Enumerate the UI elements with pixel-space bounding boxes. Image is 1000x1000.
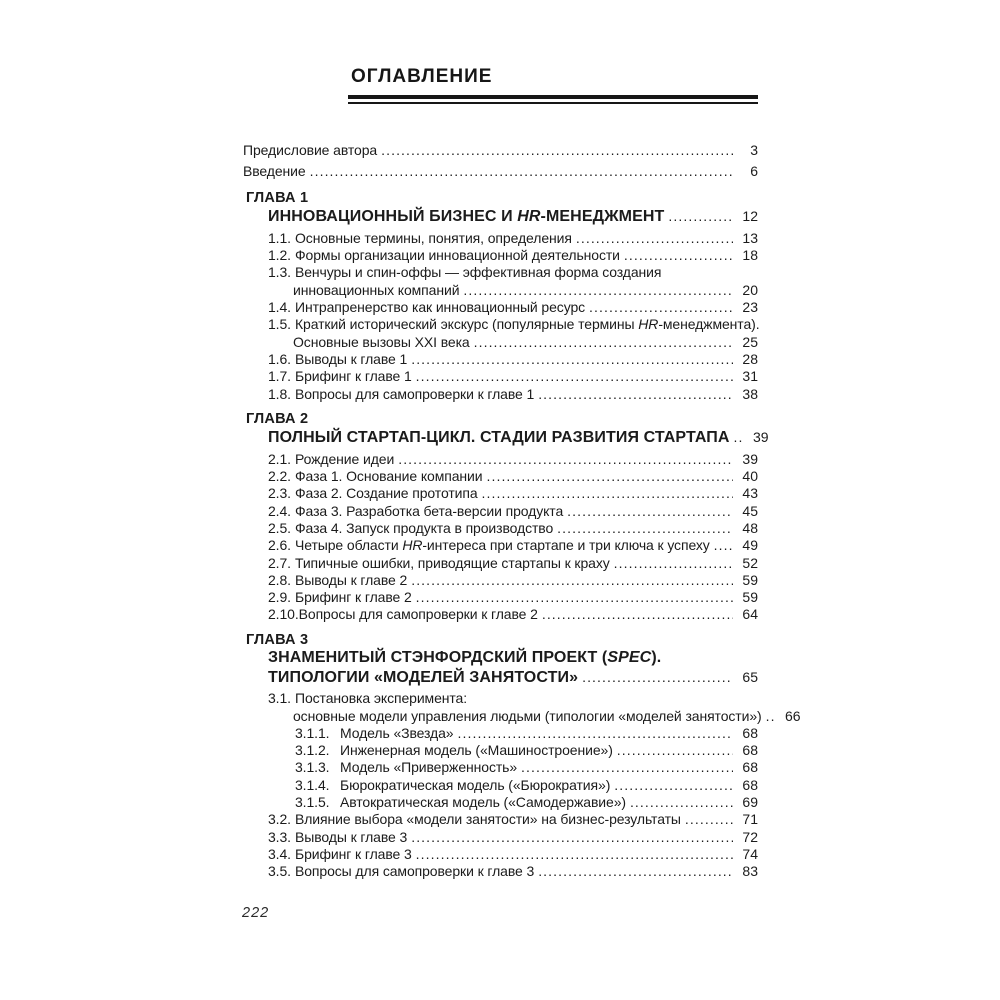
entry-label: Бюрократическая модель («Бюрократия»)	[340, 776, 611, 793]
entry-page: 40	[742, 468, 758, 485]
entry-label: Брифинг к главе 3	[295, 845, 412, 862]
dot-leader	[766, 708, 776, 725]
toc-entry	[243, 264, 758, 281]
dot-leader	[714, 537, 733, 554]
entry-number: 1.4.	[268, 299, 291, 316]
dot-leader	[624, 247, 733, 264]
entry-number: 1.7.	[268, 368, 291, 385]
toc-entry	[243, 230, 758, 247]
dot-leader	[411, 829, 733, 846]
dot-leader	[685, 811, 733, 828]
entry-page: 39	[742, 450, 758, 467]
toc-entry	[243, 351, 758, 368]
dot-leader	[589, 299, 733, 316]
toc-entry	[243, 386, 758, 403]
toc-entry	[243, 589, 758, 606]
toc-entry	[243, 316, 758, 333]
dot-leader	[521, 759, 733, 776]
entry-label: Фаза 3. Разработка бета-версии продукта	[295, 502, 564, 519]
entry-label: Брифинг к главе 2	[295, 589, 412, 606]
dot-leader	[538, 386, 733, 403]
toc-entry	[243, 485, 758, 502]
entry-number: 3.1.2.	[295, 742, 330, 759]
toc-entry	[243, 368, 758, 385]
entry-label: Четыре области HR-интереса при стартапе и три ключа к успеху	[295, 537, 710, 554]
entry-label: Фаза 1. Основание компании	[295, 468, 483, 485]
entry-label: Выводы к главе 3	[295, 828, 408, 845]
entry-label: ТИПОЛОГИИ «МОДЕЛЕЙ ЗАНЯТОСТИ»	[268, 668, 579, 686]
entry-label: основные модели управления людьми (типологии «моделей занятости»)	[293, 707, 762, 724]
entry-number: 2.10.	[268, 606, 299, 623]
entry-page: 39	[752, 429, 769, 446]
entry-page: 65	[742, 668, 758, 685]
entry-number: 3.4.	[268, 845, 291, 862]
entry-page: 18	[742, 247, 758, 264]
entry-page: 64	[742, 606, 758, 623]
toc-entry	[243, 334, 758, 351]
entry-number: 2.7.	[268, 554, 291, 571]
dot-leader	[557, 520, 733, 537]
entry-number: 2.6.	[268, 537, 291, 554]
toc-entry	[243, 572, 758, 589]
toc-entry	[243, 282, 758, 299]
entry-number: 3.1.4.	[295, 776, 330, 793]
dot-leader	[567, 503, 733, 520]
entry-page: 52	[742, 554, 758, 571]
title-double-rule	[348, 95, 758, 104]
entry-number: 3.1.5.	[295, 793, 330, 810]
entry-page: 20	[742, 281, 758, 298]
dot-leader	[411, 351, 733, 368]
entry-number: 3.1.1.	[295, 724, 330, 741]
entry-label: Введение	[243, 163, 306, 179]
dot-leader	[482, 485, 733, 502]
entry-page: 68	[742, 759, 758, 776]
dot-leader	[310, 161, 733, 182]
toc-entry	[243, 247, 758, 264]
toc-entry	[243, 777, 758, 794]
dot-leader	[381, 140, 733, 161]
entry-number: 2.4.	[268, 502, 291, 519]
dot-leader	[630, 794, 733, 811]
toc-entry	[243, 863, 758, 880]
entry-page: 38	[742, 385, 758, 402]
entry-label: ЗНАМЕНИТЫЙ СТЭНФОРДСКИЙ ПРОЕКТ (SPEC).	[268, 649, 662, 667]
entry-page: 83	[742, 863, 758, 880]
entry-label: Влияние выбора «модели занятости» на бизнес-результаты	[295, 811, 681, 828]
dot-leader	[458, 725, 734, 742]
dot-leader	[538, 863, 733, 880]
entry-number: 1.1.	[268, 229, 291, 246]
toc-entry	[243, 846, 758, 863]
toc-entry	[243, 503, 758, 520]
toc-entry	[243, 520, 758, 537]
entry-number: 3.2.	[268, 811, 291, 828]
entry-page: 3	[750, 142, 758, 158]
dot-leader	[411, 572, 733, 589]
entry-label: Предисловие автора	[243, 142, 378, 158]
entry-label: Инженерная модель («Машиностроение»)	[340, 742, 613, 759]
entry-page: 59	[742, 589, 758, 606]
toc-entry	[243, 811, 758, 828]
entry-label: Формы организации инновационной деятельности	[295, 247, 620, 264]
entry-number: 3.5.	[268, 863, 291, 880]
dot-leader	[617, 742, 733, 759]
entry-label: Венчуры и спин-оффы — эффективная форма создания	[295, 264, 662, 281]
toc-entry	[243, 537, 758, 554]
toc-chapter	[243, 190, 758, 403]
entry-page: 59	[742, 571, 758, 588]
entry-label: Модель «Звезда»	[340, 724, 454, 741]
dot-leader	[576, 230, 733, 247]
toc-entry	[243, 829, 758, 846]
entry-label: ГЛАВА 1	[246, 190, 309, 206]
toc-entry	[243, 161, 758, 182]
page-title: ОГЛАВЛЕНИЕ	[351, 66, 493, 87]
chapter-heading	[243, 632, 758, 649]
entry-page: 48	[742, 519, 758, 536]
entry-label: Постановка эксперимента:	[295, 690, 468, 707]
entry-page: 71	[742, 811, 758, 828]
dot-leader	[486, 468, 733, 485]
entry-label: ГЛАВА 2	[246, 410, 309, 427]
entry-label: Фаза 4. Запуск продукта в производство	[295, 519, 554, 536]
dot-leader	[398, 451, 733, 468]
entry-label: Фаза 2. Создание прототипа	[295, 485, 478, 502]
entry-label: ПОЛНЫЙ СТАРТАП-ЦИКЛ. СТАДИИ РАЗВИТИЯ СТАРТАПА	[268, 429, 730, 447]
entry-page: 23	[742, 299, 758, 316]
dot-leader	[416, 589, 733, 606]
toc-list	[243, 140, 801, 880]
entry-page: 69	[742, 793, 758, 810]
dot-leader	[463, 282, 733, 299]
entry-number: 3.1.3.	[295, 759, 330, 776]
entry-page: 12	[742, 208, 758, 225]
dot-leader	[734, 428, 744, 447]
dot-leader	[416, 846, 733, 863]
entry-page: 25	[742, 333, 758, 350]
entry-label: Типичные ошибки, приводящие стартапы к краху	[295, 554, 610, 571]
entry-label: Вопросы для самопроверки к главе 2	[298, 606, 538, 623]
entry-label: Брифинг к главе 1	[295, 368, 412, 385]
entry-label: инновационных компаний	[293, 281, 460, 298]
toc-entry	[243, 794, 758, 811]
toc-chapter	[243, 410, 769, 624]
entry-page: 68	[742, 742, 758, 759]
toc-entry	[243, 555, 758, 572]
dot-leader	[614, 777, 733, 794]
toc-entry	[243, 759, 758, 776]
entry-label: Рождение идеи	[295, 450, 395, 467]
entry-page: 31	[742, 368, 758, 385]
entry-label: Модель «Приверженность»	[340, 759, 518, 776]
toc-entry	[243, 742, 758, 759]
chapter-title	[243, 668, 758, 688]
entry-number: 3.3.	[268, 828, 291, 845]
dot-leader	[668, 207, 733, 226]
entry-number: 1.6.	[268, 350, 291, 367]
entry-label: Вопросы для самопроверки к главе 3	[295, 863, 535, 880]
chapter-heading	[243, 190, 758, 207]
entry-page: 6	[750, 163, 758, 179]
dot-leader	[542, 606, 733, 623]
dot-leader	[474, 334, 733, 351]
chapter-title	[243, 207, 758, 227]
entry-number: 1.8.	[268, 385, 291, 402]
entry-page: 49	[742, 537, 758, 554]
toc-entry	[243, 299, 758, 316]
chapter-title	[243, 649, 758, 668]
entry-page: 43	[742, 485, 758, 502]
entry-number: 1.2.	[268, 247, 291, 264]
entry-page: 74	[742, 845, 758, 862]
folio-page-number: 222	[242, 905, 270, 921]
entry-number: 2.8.	[268, 571, 291, 588]
entry-page: 66	[785, 707, 801, 724]
toc-entry	[243, 468, 758, 485]
entry-number: 3.1.	[268, 690, 291, 707]
entry-label: Краткий исторический экскурс (популярные термины HR-менеджмента).	[295, 316, 760, 333]
dot-leader	[614, 555, 733, 572]
chapter-title	[243, 428, 769, 448]
entry-number: 2.3.	[268, 485, 291, 502]
dot-leader	[416, 368, 733, 385]
entry-number: 2.1.	[268, 450, 291, 467]
entry-label: Основные вызовы XXI века	[293, 333, 470, 350]
toc-entry	[243, 140, 758, 161]
entry-label: Выводы к главе 1	[295, 350, 408, 367]
entry-page: 13	[742, 229, 758, 246]
entry-page: 28	[742, 350, 758, 367]
entry-label: Выводы к главе 2	[295, 571, 408, 588]
entry-page: 72	[742, 828, 758, 845]
entry-number: 2.9.	[268, 589, 291, 606]
entry-number: 1.3.	[268, 264, 291, 281]
toc-entry	[243, 690, 758, 707]
entry-label: Основные термины, понятия, определения	[295, 229, 572, 246]
entry-label: ГЛАВА 3	[246, 631, 309, 648]
entry-page: 68	[742, 724, 758, 741]
entry-number: 2.2.	[268, 468, 291, 485]
entry-number: 2.5.	[268, 519, 291, 536]
toc-entry	[243, 725, 758, 742]
toc-entry	[243, 451, 758, 468]
entry-label: Вопросы для самопроверки к главе 1	[295, 385, 535, 402]
entry-label: ИННОВАЦИОННЫЙ БИЗНЕС И HR-МЕНЕДЖМЕНТ	[268, 208, 665, 226]
entry-page: 45	[742, 502, 758, 519]
toc-chapter	[243, 631, 801, 881]
chapter-heading	[243, 411, 758, 428]
dot-leader	[582, 668, 733, 687]
toc-entry	[243, 707, 801, 725]
entry-label: Автократическая модель («Самодержавие»)	[340, 793, 626, 810]
entry-label: Интрапренерство как инновационный ресурс	[295, 299, 586, 316]
toc-entry	[243, 606, 758, 623]
entry-page: 68	[742, 776, 758, 793]
entry-number: 1.5.	[268, 316, 291, 333]
